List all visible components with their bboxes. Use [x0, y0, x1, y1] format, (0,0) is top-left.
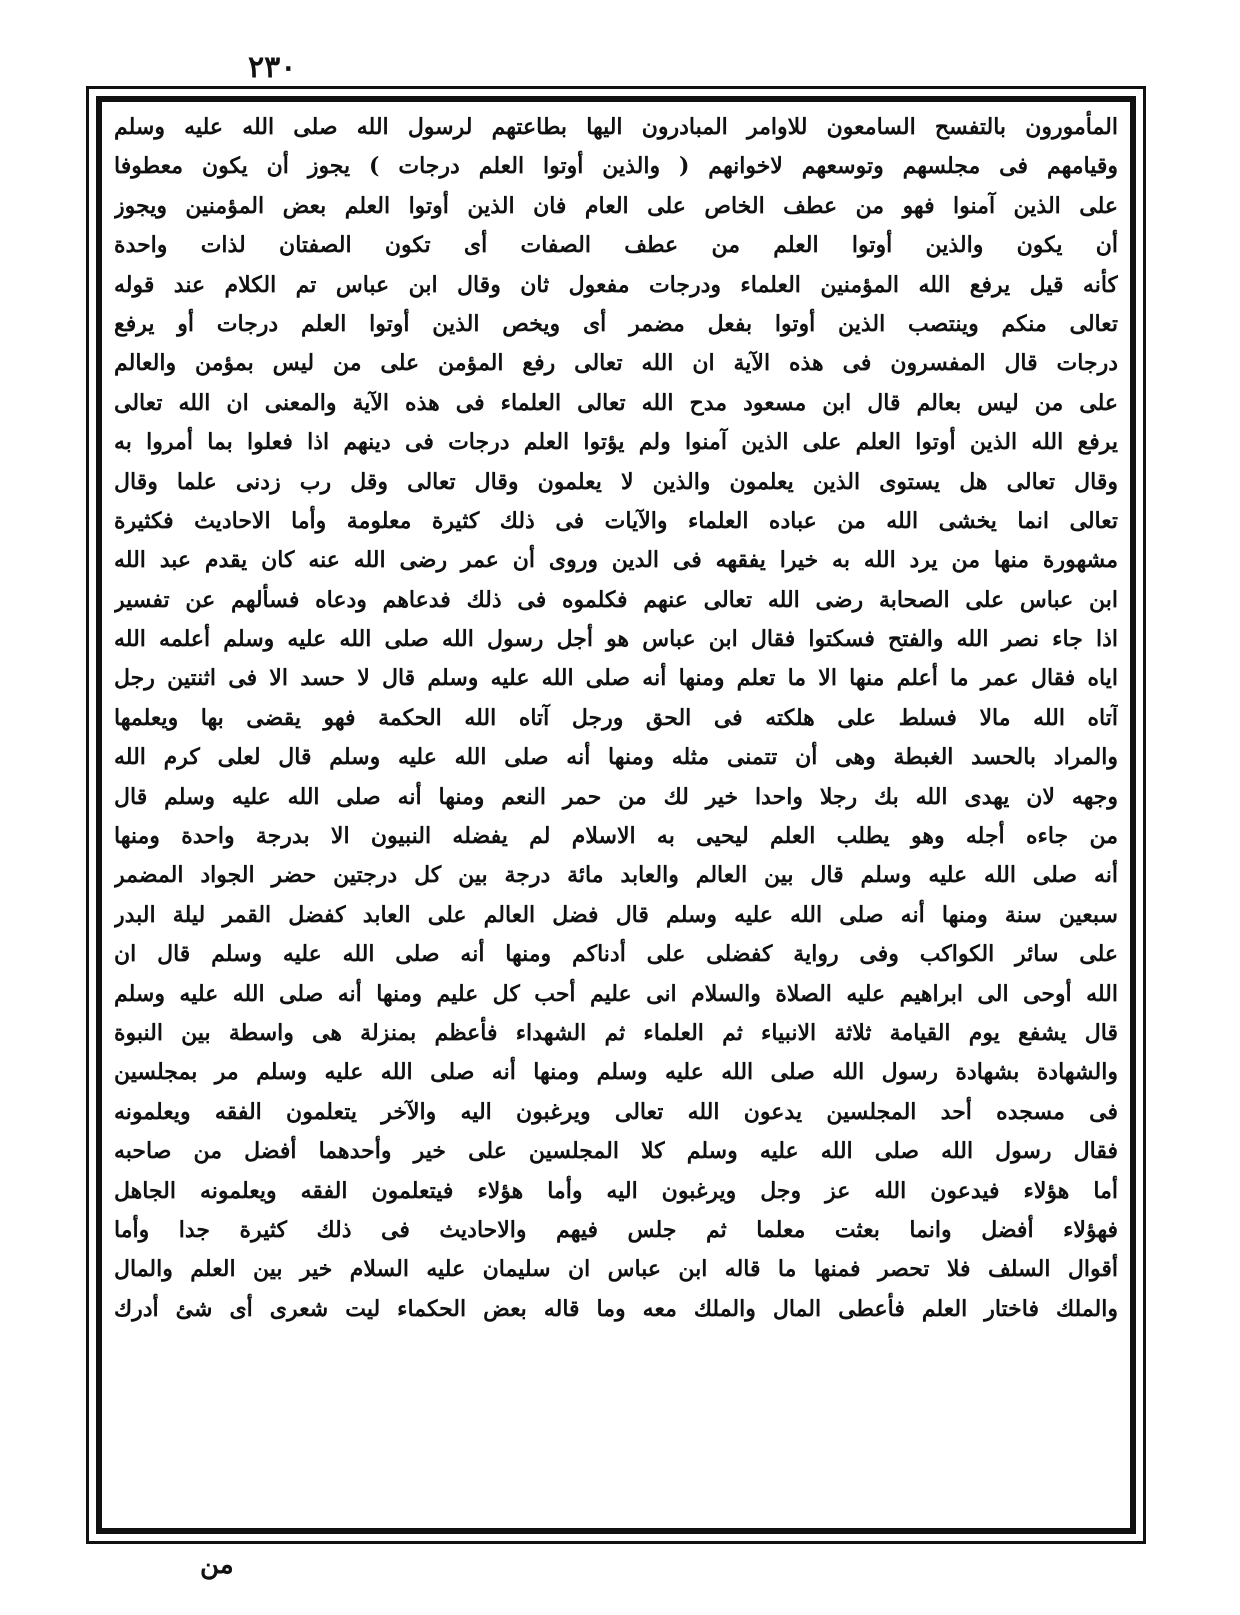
text-line: سبعين سنة ومنها أنه صلى الله عليه وسلم قال فضل العالم على العابد كفضل القمر ليلة البدر: [114, 901, 1118, 928]
text-line: أنه صلى الله عليه وسلم قال بين العالم والعابد مائة درجة بين كل درجتين حضر الجواد المضمر: [114, 862, 1118, 889]
text-line: وجهه لان يهدى الله بك رجلا واحدا خير لك من حمر النعم ومنها أنه صلى الله عليه وسلم قال: [114, 783, 1118, 810]
text-line: يرفع الله الذين أوتوا العلم على الذين آمنوا ولم يؤتوا العلم درجات فى دينهم اذا فعلوا بما أمروا به: [114, 429, 1118, 456]
text-line: مشهورة منها من يرد الله به خيرا يفقهه فى الدين وروى أن عمر رضى الله عنه كان يقدم عبد الله: [114, 547, 1118, 574]
text-line: درجات قال المفسرون فى هذه الآية ان الله تعالى رفع المؤمن على من ليس بمؤمن والعالم: [114, 350, 1118, 377]
text-line: الله أوحى الى ابراهيم عليه الصلاة والسلام انى عليم أحب كل عليم ومنها أنه صلى الله عليه وسلم: [114, 980, 1118, 1007]
catchword: من: [200, 1550, 234, 1580]
text-line: أما هؤلاء فيدعون الله عز وجل ويرغبون اليه وأما هؤلاء فيتعلمون الفقه ويعلمونه الجاهل: [114, 1177, 1118, 1204]
text-line: وقال تعالى هل يستوى الذين يعلمون والذين لا يعلمون وقال تعالى وقل رب زدنى علما وقال: [114, 468, 1118, 495]
text-line: ابن عباس على الصحابة رضى الله تعالى عنهم فكلموه فى ذلك فدعاهم ودعاه فسألهم عن تفسير: [114, 586, 1118, 613]
text-line: أقوال السلف فلا تحصر فمنها ما قاله ابن عباس ان سليمان عليه السلام خير بين العلم والمال: [114, 1256, 1118, 1283]
text-line: على الذين آمنوا فهو من عطف الخاص على العام فان الذين أوتوا العلم بعض المؤمنين ويجوز: [114, 192, 1118, 219]
text-line: اياه فقال عمر ما أعلم منها الا ما تعلم ومنها أنه صلى الله عليه وسلم قال لا حسد الا فى اثنتين رجل: [114, 665, 1118, 692]
text-line: آتاه الله مالا فسلط على هلكته فى الحق ورجل آتاه الله الحكمة فهو يقضى بها ويعلمها: [114, 704, 1118, 731]
text-line: وقيامهم فى مجلسهم وتوسعهم لاخوانهم ( والذين أوتوا العلم درجات ) يجوز أن يكون معطوفا: [114, 153, 1118, 180]
text-line: كأنه قيل يرفع الله المؤمنين العلماء ودرجات مفعول ثان وقال ابن عباس تم الكلام عند قوله: [114, 271, 1118, 298]
text-line: من جاءه أجله وهو يطلب العلم ليحيى به الاسلام لم يفضله النبيون الا بدرجة واحدة ومنها: [114, 823, 1118, 850]
text-line: على سائر الكواكب وفى رواية كفضلى على أدناكم ومنها أنه صلى الله عليه وسلم قال ان: [114, 941, 1118, 968]
text-line: تعالى منكم وينتصب الذين أوتوا بفعل مضمر أى ويخص الذين أوتوا العلم درجات أو يرفع: [114, 310, 1118, 337]
text-line: أن يكون والذين أوتوا العلم من عطف الصفات أى تكون الصفتان لذات واحدة: [114, 232, 1118, 259]
body-text: [114, 108, 1118, 1329]
text-line: تعالى انما يخشى الله من عباده العلماء والآيات فى ذلك كثيرة معلومة وأما الاحاديث فكثيرة: [114, 507, 1118, 534]
text-line: اذا جاء نصر الله والفتح فسكتوا فقال ابن عباس هو أجل رسول الله صلى الله عليه وسلم أعلمه الله: [114, 626, 1118, 653]
page-number: ٢٣٠: [248, 50, 297, 85]
text-line: المأمورون بالتفسح السامعون للاوامر المبادرون اليها بطاعتهم لرسول الله صلى الله عليه وسلم: [114, 114, 1118, 140]
text-line: على من ليس بعالم قال ابن مسعود مدح الله تعالى العلماء فى هذه الآية والمعنى ان الله تعالى: [114, 389, 1118, 416]
text-line: فقال رسول الله صلى الله عليه وسلم كلا المجلسين على خير وأحدهما أفضل من صاحبه: [114, 1138, 1118, 1165]
text-line: قال يشفع يوم القيامة ثلاثة الانبياء ثم العلماء ثم الشهداء فأعظم بمنزلة هى واسطة بين النبوة: [114, 1019, 1118, 1046]
text-line: والشهادة بشهادة رسول الله صلى الله عليه وسلم ومنها أنه صلى الله عليه وسلم مر بمجلسين: [114, 1059, 1118, 1086]
text-line: والملك فاختار العلم فأعطى المال والملك معه وما قاله بعض الحكماء ليت شعرى أى شئ أدرك: [114, 1295, 1118, 1322]
text-line: والمراد بالحسد الغبطة وهى أن تتمنى مثله ومنها أنه صلى الله عليه وسلم قال لعلى كرم الله: [114, 744, 1118, 771]
page-border-inner: [96, 96, 1136, 1534]
text-line: فى مسجده أحد المجلسين يدعون الله تعالى ويرغبون اليه والآخر يتعلمون الفقه ويعلمونه: [114, 1098, 1118, 1125]
text-line: فهؤلاء أفضل وانما بعثت معلما ثم جلس فيهم والاحاديث فى ذلك كثيرة جدا وأما: [114, 1216, 1118, 1243]
